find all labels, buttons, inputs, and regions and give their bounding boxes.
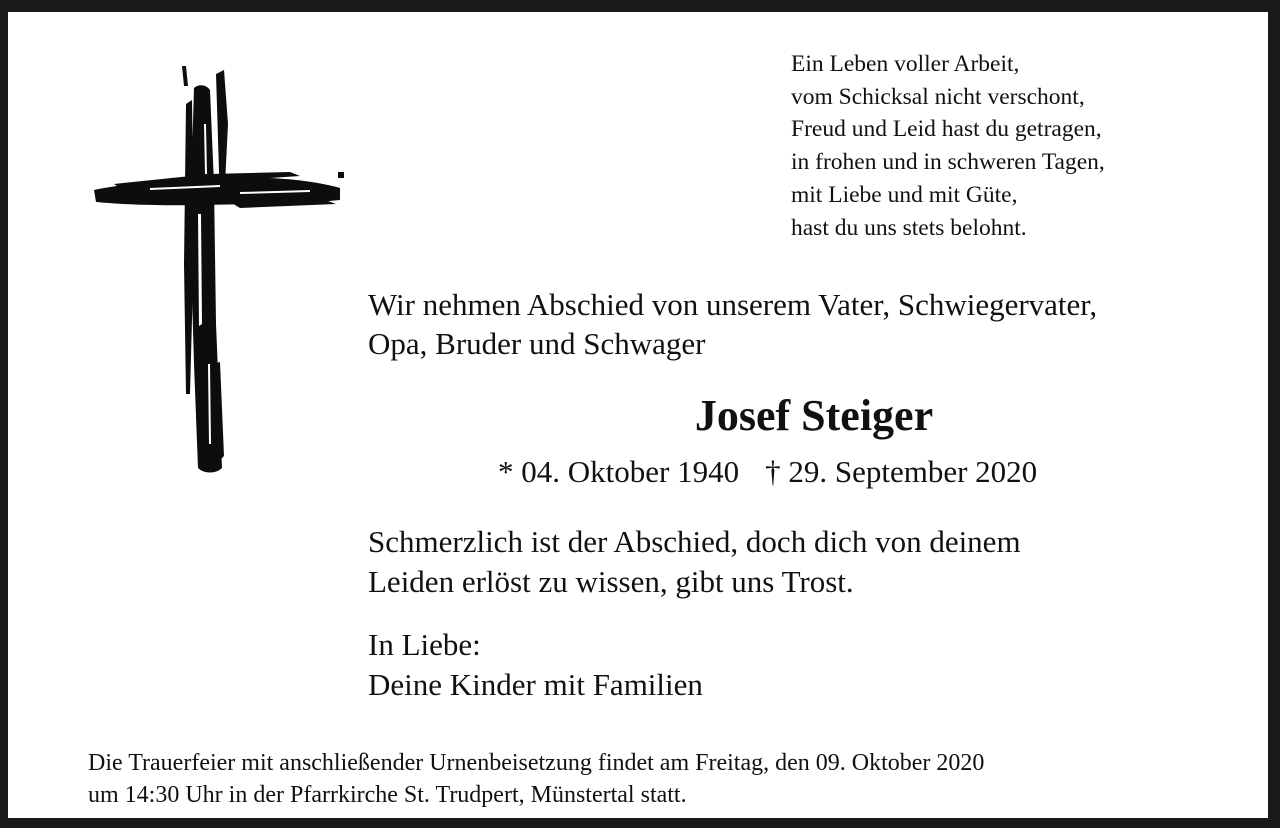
mourners-signature	[368, 625, 703, 705]
footer-line: Die Trauerfeier mit anschließender Urnenbeisetzung findet am Freitag, den 09. Oktober 2020	[88, 750, 985, 776]
signature-line: In Liebe:	[368, 627, 481, 662]
comfort-line: Leiden erlöst zu wissen, gibt uns Trost.	[368, 564, 854, 599]
death-date: † 29. September 2020	[765, 454, 1038, 489]
brush-cross-icon	[90, 64, 346, 478]
poem-line: in frohen und in schweren Tagen,	[791, 149, 1105, 176]
intro-line: Opa, Bruder und Schwager	[368, 326, 706, 361]
comfort-text	[368, 522, 1021, 602]
intro-line: Wir nehmen Abschied von unserem Vater, Schwiegervater,	[368, 287, 1098, 322]
poem-line: mit Liebe und mit Güte,	[791, 181, 1018, 208]
poem-line: Freud und Leid hast du getragen,	[791, 116, 1102, 143]
memorial-poem	[791, 48, 1105, 244]
footer-line: um 14:30 Uhr in der Pfarrkirche St. Trudpert, Münstertal statt.	[88, 782, 687, 808]
poem-line: vom Schicksal nicht verschont,	[791, 83, 1085, 110]
comfort-line: Schmerzlich ist der Abschied, doch dich von deinem	[368, 524, 1021, 559]
poem-line: Ein Leben voller Arbeit,	[791, 51, 1020, 77]
life-dates	[498, 453, 1037, 491]
funeral-details	[88, 747, 984, 811]
birth-date: * 04. Oktober 1940	[498, 454, 740, 489]
poem-line: hast du uns stets belohnt.	[791, 214, 1027, 241]
signature-line: Deine Kinder mit Familien	[368, 667, 703, 702]
farewell-intro	[368, 285, 1097, 363]
deceased-name: Josef Steiger	[694, 391, 934, 440]
